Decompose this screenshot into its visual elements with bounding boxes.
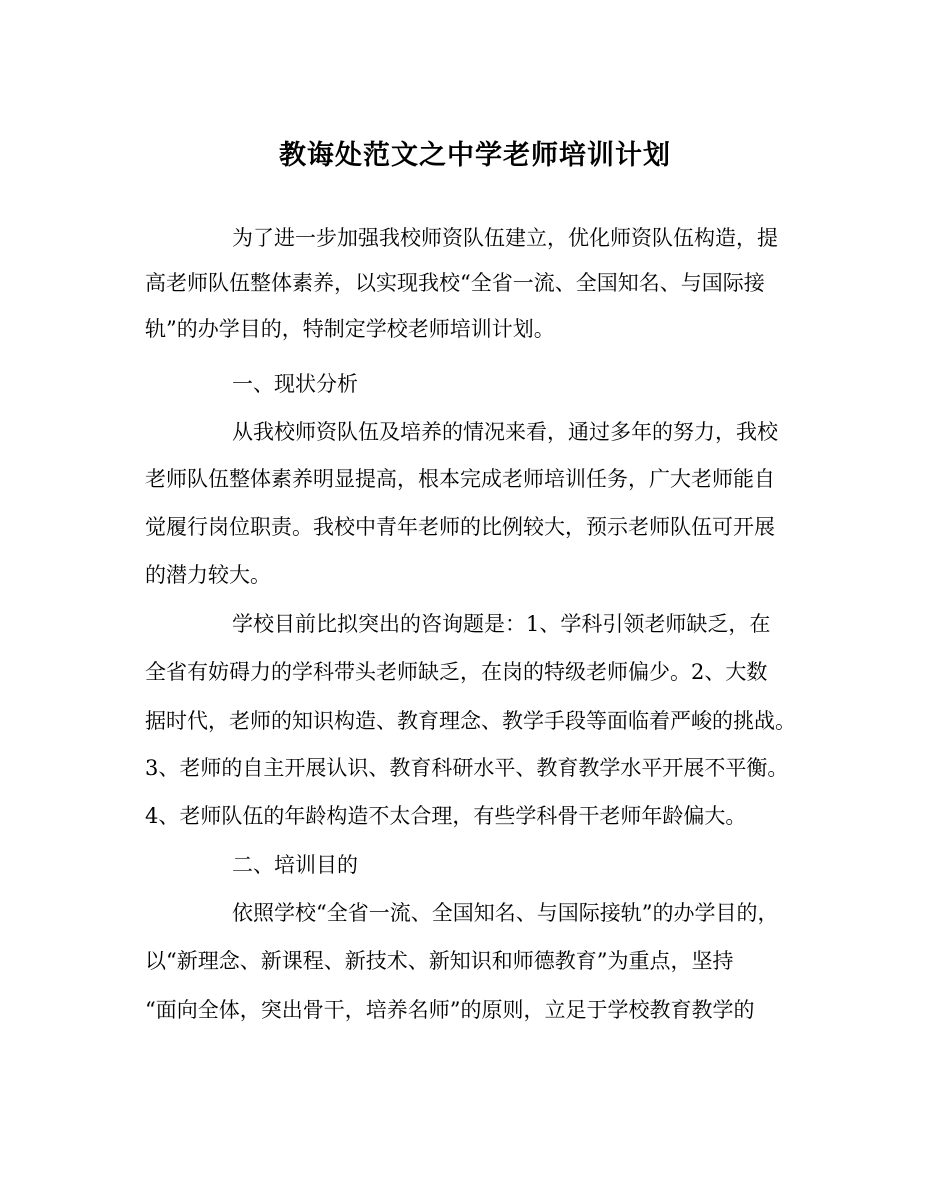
section-heading: 一、现状分析 (232, 372, 358, 396)
paragraph-line: 据时代，老师的知识构造、教育理念、教学手段等面临着严峻的挑战。 (145, 709, 796, 733)
paragraph-line: 学校目前比拟突出的咨询题是：1、学科引领老师缺乏，在 (232, 612, 771, 636)
document-title: 教诲处范文之中学老师培训计划 (279, 140, 671, 171)
paragraph-line: “面向全体，突出骨干，培养名师”的原则，立足于学校教育教学的 (145, 998, 755, 1022)
paragraph-line: 觉履行岗位职责。我校中青年老师的比例较大，预示老师队伍可开展 (145, 515, 775, 539)
paragraph-line: 4、老师队伍的年龄构造不太合理，有些学科骨干老师年龄偏大。 (145, 804, 747, 828)
paragraph-line: 依照学校“全省一流、全国知名、与国际接轨”的办学目的， (232, 901, 779, 925)
section-heading: 二、培训目的 (232, 853, 358, 877)
paragraph-line: 为了进一步加强我校师资队伍建立，优化师资队伍构造，提 (232, 226, 778, 250)
paragraph-line: 的潜力较大。 (145, 563, 271, 587)
paragraph-line: 高老师队伍整体素养，以实现我校“全省一流、全国知名、与国际接 (145, 271, 765, 295)
paragraph-line: 以“新理念、新课程、新技术、新知识和师德教育”为重点，坚持 (145, 949, 734, 973)
paragraph-line: 3、老师的自主开展认识、教育科研水平、教育教学水平开展不平衡。 (145, 756, 789, 780)
paragraph-line: 轨”的办学目的，特制定学校老师培训计划。 (145, 317, 555, 341)
paragraph-line: 全省有妨碍力的学科带头老师缺乏，在岗的特级老师偏少。2、大数 (145, 660, 768, 684)
paragraph-line: 老师队伍整体素养明显提高，根本完成老师培训任务，广大老师能自 (145, 467, 775, 491)
paragraph-line: 从我校师资队伍及培养的情况来看，通过多年的努力，我校 (232, 420, 778, 444)
